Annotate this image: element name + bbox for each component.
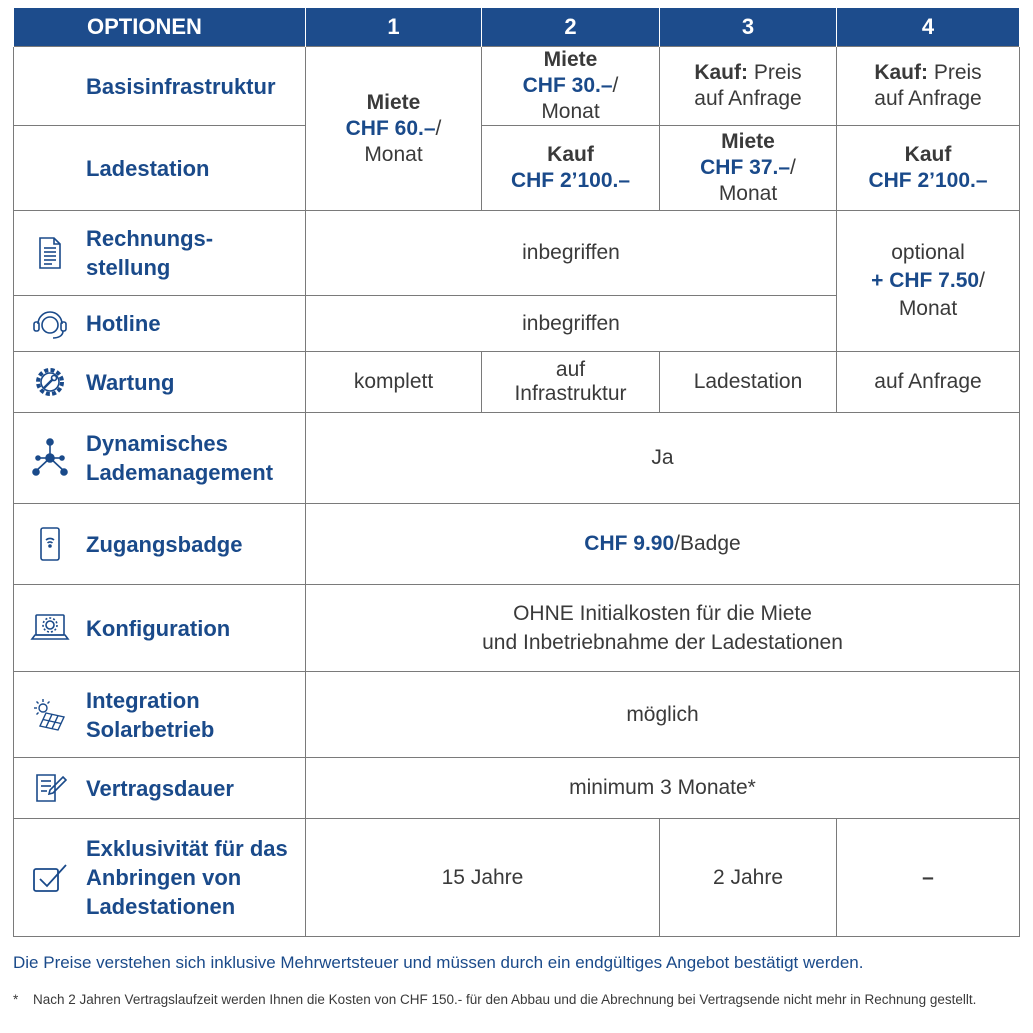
row-label: Vertragsdauer [86,775,234,801]
cell-inbegriffen-hotline: inbegriffen [306,296,837,352]
label-cell [14,413,306,504]
cell-opt4-lade: Kauf CHF 2’100.– [837,126,1020,211]
row-rechnungsstellung [14,211,1020,296]
row-integration-solarbetrieb [14,672,1020,758]
cell-opt4-optional: optional + CHF 7.50/ Monat [837,211,1020,352]
label-cell [14,126,306,211]
cell-exklusiv-opt4: – [837,819,1020,937]
cell-exklusiv-opt12: 15 Jahre [306,819,660,937]
label-cell [14,504,306,585]
cell-opt2-basis: Miete CHF 30.–/ Monat [482,47,660,126]
cell-inbegriffen-rechnung: inbegriffen [306,211,837,296]
row-label: Integration Solarbetrieb [86,687,215,742]
cell-opt3-basis: Kauf: Preis auf Anfrage [660,47,837,126]
row-label: Konfiguration [86,615,231,641]
footnote-star-mark: * [13,992,19,1007]
header-row [14,8,1020,47]
header-option-4: 4 [837,8,1020,47]
cell-wartung-opt2: auf Infrastruktur [482,352,660,413]
cell-opt3-lade: Miete CHF 37.–/ Monat [660,126,837,211]
label-cell [14,211,306,296]
headset-icon [14,307,86,341]
options-table [13,8,1020,937]
row-label: Rechnungs- stellung [86,226,214,280]
row-label: Zugangsbadge [86,531,243,557]
row-konfiguration [14,585,1020,672]
row-label: Ladestation [86,155,210,181]
rfid-badge-icon [14,526,86,562]
document-icon [14,236,86,270]
cell-dynamisch-value: Ja [306,413,1020,504]
header-option-3: 3 [660,8,837,47]
label-cell [14,758,306,819]
label-cell [14,819,306,937]
row-exklusivitaet [14,819,1020,937]
contract-pen-icon [14,771,86,805]
solar-panel-icon [14,698,86,732]
cell-badge-price: CHF 9.90/Badge [306,504,1020,585]
label-cell [14,352,306,413]
label-cell [14,47,306,126]
cell-opt2-lade: Kauf CHF 2’100.– [482,126,660,211]
row-vertragsdauer [14,758,1020,819]
row-label: Basisinfrastruktur [86,73,276,99]
row-label: Exklusivität für das Anbringen von Ladestationen [86,836,288,919]
row-label: Wartung [86,369,175,395]
label-cell [14,585,306,672]
wrench-gear-icon [14,365,86,399]
header-options: OPTIONEN [14,8,306,47]
footnote-asterisk [13,990,1019,1009]
cell-opt1-miete: Miete CHF 60.–/ Monat [306,47,482,211]
row-label: Hotline [86,311,161,336]
label-cell [14,296,306,352]
header-option-2: 2 [482,8,660,47]
row-dynamisches-lademanagement [14,413,1020,504]
row-basisinfrastruktur [14,47,1020,126]
label-cell [14,672,306,758]
checkbox-icon [14,861,86,895]
cell-opt4-basis: Kauf: Preis auf Anfrage [837,47,1020,126]
cell-solar-value: möglich [306,672,1020,758]
cell-vertrag-value: minimum 3 Monate* [306,758,1020,819]
laptop-gear-icon [14,612,86,644]
footnote-star-text: Nach 2 Jahren Vertragslaufzeit werden Ihnen die Kosten von CHF 150.- für den Abbau und die Abrechnung bei Vertragsende nicht mehr in Rechnung gestellt. [33,992,977,1007]
cell-konfig-text: OHNE Initialkosten für die Miete und Inbetriebnahme der Ladestationen [306,585,1020,672]
header-option-1: 1 [306,8,482,47]
row-ladestation [14,126,1020,211]
cell-exklusiv-opt3: 2 Jahre [660,819,837,937]
cell-wartung-opt1: komplett [306,352,482,413]
cell-wartung-opt4: auf Anfrage [837,352,1020,413]
row-label: Dynamisches Lademanagement [86,431,274,485]
network-nodes-icon [14,438,86,478]
footnote-prices: Die Preise verstehen sich inklusive Mehrwertsteuer und müssen durch ein endgültiges Angebot bestätigt werden. [13,953,864,972]
cell-wartung-opt3: Ladestation [660,352,837,413]
row-wartung [14,352,1020,413]
row-zugangsbadge [14,504,1020,585]
